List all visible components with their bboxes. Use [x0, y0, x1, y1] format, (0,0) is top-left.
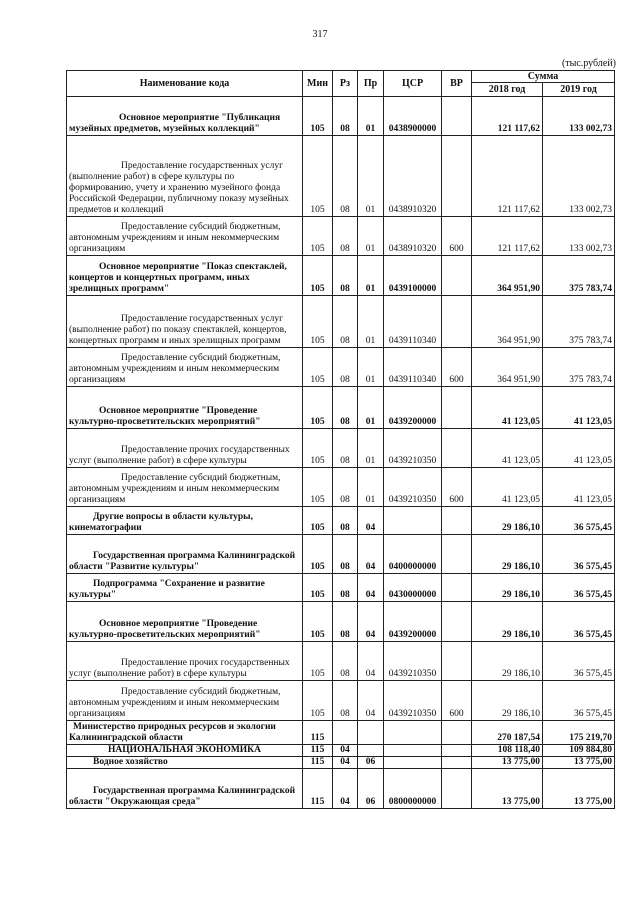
table-row	[67, 602, 615, 642]
cell-2018: 364 951,90	[472, 256, 543, 296]
header-pr: Пр	[358, 71, 384, 97]
cell-2018: 364 951,90	[472, 296, 543, 348]
cell-name-text: Водное хозяйство	[93, 757, 168, 767]
cell-rz: 08	[333, 681, 358, 721]
cell-2018: 121 117,62	[472, 97, 543, 136]
cell-rz: 08	[333, 535, 358, 574]
cell-pr: 01	[358, 136, 384, 217]
cell-vr	[442, 429, 472, 468]
cell-rz: 08	[333, 387, 358, 429]
cell-csr: 0438910320	[384, 136, 442, 217]
header-csr: ЦСР	[384, 71, 442, 97]
table-row	[67, 745, 615, 757]
header-sum: Сумма	[472, 71, 615, 83]
cell-csr: 0800000000	[384, 769, 442, 809]
cell-csr	[384, 757, 442, 769]
cell-min: 105	[303, 348, 333, 387]
header-vr: ВР	[442, 71, 472, 97]
units-label: (тыс.рублей)	[561, 58, 616, 69]
cell-min: 105	[303, 642, 333, 681]
cell-pr: 01	[358, 97, 384, 136]
cell-name	[67, 348, 303, 387]
cell-min: 105	[303, 507, 333, 535]
cell-min: 115	[303, 757, 333, 769]
cell-2018: 121 117,62	[472, 136, 543, 217]
cell-2019: 133 002,73	[543, 97, 615, 136]
cell-2018: 29 186,10	[472, 574, 543, 602]
cell-pr: 01	[358, 468, 384, 507]
cell-2018: 270 187,54	[472, 721, 543, 745]
cell-vr	[442, 256, 472, 296]
cell-2019: 41 123,05	[543, 387, 615, 429]
cell-min: 105	[303, 681, 333, 721]
cell-rz: 08	[333, 468, 358, 507]
cell-2019: 41 123,05	[543, 429, 615, 468]
cell-name	[67, 602, 303, 642]
cell-min: 115	[303, 769, 333, 809]
cell-min: 105	[303, 256, 333, 296]
table-row	[67, 468, 615, 507]
cell-name-text: Предоставление прочих государственных услуг (выполнение работ) в сфере культуры	[69, 658, 290, 679]
cell-name	[67, 507, 303, 535]
cell-csr: 0439210350	[384, 642, 442, 681]
cell-pr: 04	[358, 602, 384, 642]
cell-2018: 364 951,90	[472, 348, 543, 387]
cell-2019: 36 575,45	[543, 507, 615, 535]
cell-rz: 04	[333, 745, 358, 757]
cell-name-text: Подпрограмма "Сохранение и развитие культуры"	[69, 579, 265, 600]
cell-min: 105	[303, 387, 333, 429]
cell-min: 115	[303, 721, 333, 745]
cell-2019: 133 002,73	[543, 136, 615, 217]
cell-rz: 08	[333, 602, 358, 642]
cell-2018: 108 118,40	[472, 745, 543, 757]
cell-min: 105	[303, 602, 333, 642]
cell-min: 105	[303, 535, 333, 574]
cell-csr: 0439200000	[384, 602, 442, 642]
cell-pr: 01	[358, 296, 384, 348]
cell-vr	[442, 136, 472, 217]
cell-2019: 13 775,00	[543, 757, 615, 769]
cell-2019: 375 783,74	[543, 348, 615, 387]
cell-rz: 08	[333, 217, 358, 256]
cell-csr: 0439210350	[384, 681, 442, 721]
table-row	[67, 136, 615, 217]
cell-name-text: Предоставление субсидий бюджетным, автономным учреждениям и иным некоммерческим организациям	[69, 473, 281, 505]
table-row	[67, 387, 615, 429]
cell-vr	[442, 97, 472, 136]
cell-pr: 01	[358, 387, 384, 429]
cell-rz: 08	[333, 348, 358, 387]
cell-2018: 29 186,10	[472, 507, 543, 535]
cell-csr: 0430000000	[384, 574, 442, 602]
cell-pr: 01	[358, 217, 384, 256]
cell-rz: 08	[333, 136, 358, 217]
cell-2019: 375 783,74	[543, 256, 615, 296]
cell-2019: 133 002,73	[543, 217, 615, 256]
cell-name	[67, 97, 303, 136]
cell-rz: 04	[333, 757, 358, 769]
cell-name-text: НАЦИОНАЛЬНАЯ ЭКОНОМИКА	[108, 745, 261, 755]
cell-2018: 29 186,10	[472, 681, 543, 721]
header-2019: 2019 год	[543, 83, 615, 97]
cell-name-text: Основное мероприятие "Показ спектаклей, концертов и концертных программ, иных зрелищных программ"	[69, 262, 287, 294]
cell-2019: 109 884,80	[543, 745, 615, 757]
table-row	[67, 97, 615, 136]
cell-2018: 29 186,10	[472, 642, 543, 681]
cell-pr: 01	[358, 256, 384, 296]
cell-2019: 13 775,00	[543, 769, 615, 809]
table-row	[67, 721, 615, 745]
table-row	[67, 681, 615, 721]
cell-2018: 13 775,00	[472, 757, 543, 769]
cell-2019: 41 123,05	[543, 468, 615, 507]
cell-csr	[384, 745, 442, 757]
cell-2019: 175 219,70	[543, 721, 615, 745]
cell-rz: 08	[333, 642, 358, 681]
cell-pr: 06	[358, 757, 384, 769]
table-row	[67, 642, 615, 681]
cell-name	[67, 574, 303, 602]
table-row	[67, 535, 615, 574]
cell-rz: 08	[333, 296, 358, 348]
cell-pr: 04	[358, 535, 384, 574]
budget-table	[66, 70, 615, 809]
cell-rz: 08	[333, 97, 358, 136]
cell-name-text: Государственная программа Калининградской области "Развитие культуры"	[69, 551, 296, 572]
cell-name-text: Государственная программа Калининградской области "Окружающая среда"	[69, 786, 296, 807]
cell-rz: 08	[333, 574, 358, 602]
header-name: Наименование кода	[67, 71, 303, 97]
page-number: 317	[312, 29, 328, 40]
table-row	[67, 348, 615, 387]
cell-name	[67, 681, 303, 721]
cell-vr	[442, 602, 472, 642]
cell-min: 105	[303, 217, 333, 256]
cell-vr	[442, 721, 472, 745]
cell-csr	[384, 507, 442, 535]
cell-vr	[442, 507, 472, 535]
cell-vr	[442, 745, 472, 757]
cell-rz: 04	[333, 769, 358, 809]
cell-2018: 29 186,10	[472, 535, 543, 574]
cell-vr	[442, 642, 472, 681]
cell-csr: 0439110340	[384, 296, 442, 348]
cell-min: 115	[303, 745, 333, 757]
cell-min: 105	[303, 468, 333, 507]
cell-name	[67, 721, 303, 745]
cell-csr	[384, 721, 442, 745]
cell-csr: 0439110340	[384, 348, 442, 387]
cell-vr: 600	[442, 217, 472, 256]
cell-csr: 0400000000	[384, 535, 442, 574]
cell-name	[67, 745, 303, 757]
cell-min: 105	[303, 97, 333, 136]
cell-2019: 36 575,45	[543, 535, 615, 574]
cell-pr: 04	[358, 507, 384, 535]
cell-2018: 13 775,00	[472, 769, 543, 809]
cell-vr: 600	[442, 348, 472, 387]
cell-name	[67, 429, 303, 468]
table-row	[67, 574, 615, 602]
cell-vr	[442, 296, 472, 348]
cell-name	[67, 642, 303, 681]
cell-2018: 29 186,10	[472, 602, 543, 642]
cell-name-text: Основное мероприятие "Проведение культурно-просветительских мероприятий"	[69, 406, 261, 427]
table-row	[67, 256, 615, 296]
cell-csr: 0438910320	[384, 217, 442, 256]
cell-csr: 0439210350	[384, 429, 442, 468]
cell-vr	[442, 757, 472, 769]
cell-vr	[442, 387, 472, 429]
cell-min: 105	[303, 574, 333, 602]
cell-csr: 0439210350	[384, 468, 442, 507]
cell-name-text: Предоставление субсидий бюджетным, автономным учреждениям и иным некоммерческим организациям	[69, 353, 281, 385]
cell-name-text: Предоставление субсидий бюджетным, автономным учреждениям и иным некоммерческим организациям	[69, 687, 281, 719]
cell-vr: 600	[442, 468, 472, 507]
cell-csr: 0439200000	[384, 387, 442, 429]
cell-vr	[442, 769, 472, 809]
table-row	[67, 507, 615, 535]
cell-rz: 08	[333, 429, 358, 468]
cell-name	[67, 136, 303, 217]
header-2018: 2018 год	[472, 83, 543, 97]
cell-name-text: Предоставление прочих государственных услуг (выполнение работ) в сфере культуры	[69, 445, 290, 466]
table-row	[67, 757, 615, 769]
cell-csr: 0439100000	[384, 256, 442, 296]
cell-2018: 121 117,62	[472, 217, 543, 256]
cell-2019: 36 575,45	[543, 574, 615, 602]
cell-2019: 375 783,74	[543, 296, 615, 348]
cell-name	[67, 757, 303, 769]
table-row	[67, 217, 615, 256]
cell-name	[67, 535, 303, 574]
cell-name	[67, 468, 303, 507]
table-row	[67, 429, 615, 468]
cell-pr: 04	[358, 681, 384, 721]
cell-name	[67, 256, 303, 296]
table-row	[67, 296, 615, 348]
table-row	[67, 769, 615, 809]
cell-2018: 41 123,05	[472, 468, 543, 507]
cell-pr: 06	[358, 769, 384, 809]
cell-min: 105	[303, 296, 333, 348]
cell-pr	[358, 745, 384, 757]
cell-pr: 01	[358, 348, 384, 387]
cell-vr	[442, 574, 472, 602]
cell-csr: 0438900000	[384, 97, 442, 136]
cell-vr	[442, 535, 472, 574]
cell-name-text: Министерство природных ресурсов и экологии Калининградской области	[69, 722, 276, 743]
cell-pr: 04	[358, 642, 384, 681]
cell-name	[67, 217, 303, 256]
cell-pr: 04	[358, 574, 384, 602]
cell-pr	[358, 721, 384, 745]
cell-name-text: Предоставление государственных услуг (выполнение работ) в сфере культуры по формированию, учету и хранению музейного фонда Российской Федерации, публичному показу музейных предметов и коллекций	[69, 161, 289, 215]
cell-name-text: Другие вопросы в области культуры, кинематографии	[69, 512, 253, 533]
cell-2018: 41 123,05	[472, 387, 543, 429]
cell-name-text: Основное мероприятие "Публикация музейных предметов, музейных коллекций"	[69, 113, 281, 134]
header-min: Мин	[303, 71, 333, 97]
cell-vr: 600	[442, 681, 472, 721]
cell-min: 105	[303, 429, 333, 468]
cell-name-text: Предоставление государственных услуг (выполнение работ) по показу спектаклей, концертов, концертных программ и иных зрелищных программ	[69, 314, 287, 346]
cell-name	[67, 296, 303, 348]
cell-name-text: Основное мероприятие "Проведение культурно-просветительских мероприятий"	[69, 619, 261, 640]
cell-2019: 36 575,45	[543, 602, 615, 642]
cell-2019: 36 575,45	[543, 642, 615, 681]
cell-min: 105	[303, 136, 333, 217]
cell-name	[67, 387, 303, 429]
cell-rz	[333, 721, 358, 745]
cell-rz: 08	[333, 256, 358, 296]
cell-2019: 36 575,45	[543, 681, 615, 721]
header-rz: Рз	[333, 71, 358, 97]
cell-name	[67, 769, 303, 809]
cell-rz: 08	[333, 507, 358, 535]
cell-name-text: Предоставление субсидий бюджетным, автономным учреждениям и иным некоммерческим организациям	[69, 222, 281, 254]
cell-2018: 41 123,05	[472, 429, 543, 468]
cell-pr: 01	[358, 429, 384, 468]
